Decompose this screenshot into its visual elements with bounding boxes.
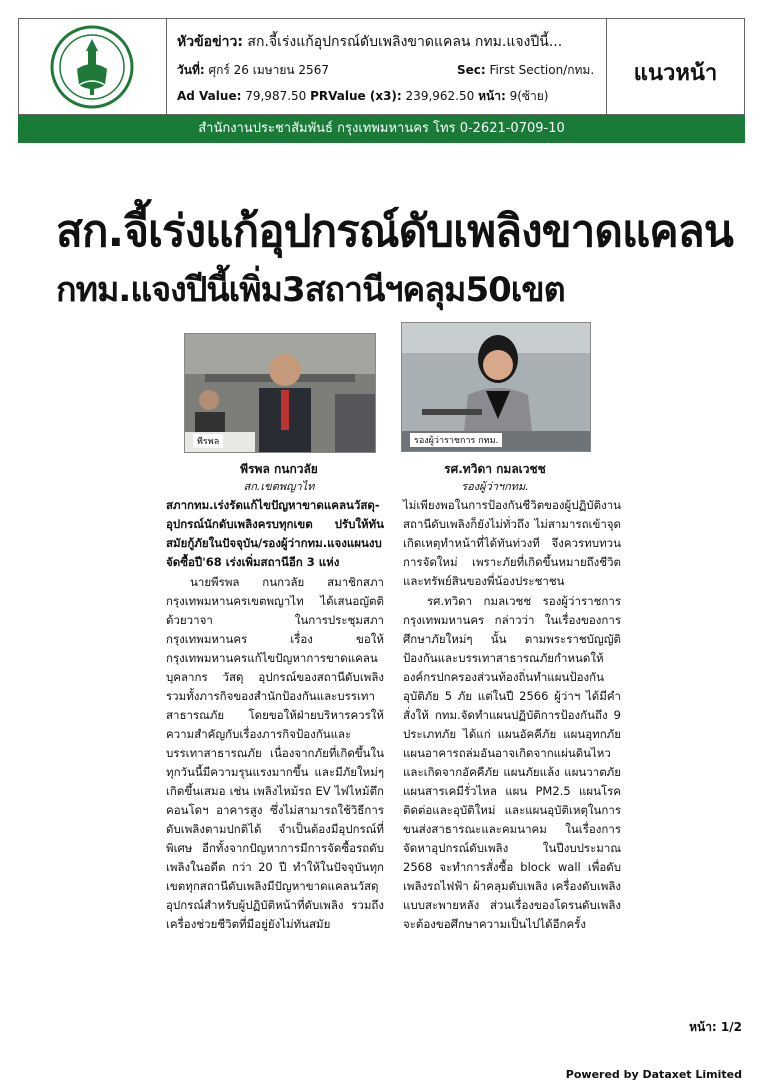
article-column-1 [166, 496, 384, 935]
caption-2-role: รองผู้ว่าฯกทม. [461, 480, 529, 493]
contact-bar: สำนักงานประชาสัมพันธ์ กรุงเทพมหานคร โทร 0-2621-0709-10 [18, 115, 745, 143]
clipping-header [18, 18, 745, 115]
section-row [457, 61, 594, 80]
photo-speaker-2 [401, 322, 591, 452]
article-column-2 [403, 496, 621, 935]
date-row [177, 61, 329, 80]
logo-cell [19, 19, 167, 114]
pr-value-label: PRValue (x3): [310, 89, 402, 103]
caption-1-role: สก.เขตพญาไท [243, 480, 315, 493]
page-label: หน้า: [478, 89, 506, 103]
headline-text: สก.จี้เร่งแก้อุปกรณ์ดับเพลิงขาดแคลน กทม.แจงปีนี้... [247, 34, 563, 50]
article-body-2a: ไม่เพียงพอในการป้องกันชีวิตของผู้ปฏิบัติงาน สถานีดับเพลิงก็ยังไม่ทั่วถึง ไม่สามารถเข้าจุดเกิดเหตุทำหน้าที่ได้ทันท่วงที จึงควรทบทวนการจัดใหม่ เพราะภัยที่เกิดขึ้นหมายถึงชีวิตและทรัพย์สินของพี่น้องประชาชน [403, 498, 622, 588]
ad-value: 79,987.50 [245, 89, 307, 103]
footer-credit: Powered by Dataxet Limited [565, 1068, 742, 1081]
photo-1-label: พีรพล [193, 434, 223, 448]
headline-row [177, 31, 562, 53]
date-value: ศุกร์ 26 เมษายน 2567 [208, 63, 329, 77]
publication-name: แนวหน้า [633, 61, 718, 86]
page-number: หน้า: 1/2 [689, 1020, 742, 1034]
page-value: 9(ซ้าย) [509, 89, 549, 103]
article-body-1: นายพีรพล กนกวลัย สมาชิกสภากรุงเทพมหานครเขตพญาไท ได้เสนอญัตติด้วยวาจา ในการประชุมสภากรุงเทพมหานคร เรื่อง ขอให้กรุงเทพมหานครแก้ไขปัญหาการขาดแคลนบุคลากร วัสดุ อุปกรณ์ของสถานีดับเพลิง รวมทั้งภารกิจของสำนักป้องกันและบรรเทาสาธารณภัย โดยขอให้ฝ่ายบริหารควรให้ความสำคัญกับเรื่องภารกิจป้องกันและบรรเทาสาธารณภัย เนื่องจากภัยที่เกิดขึ้นในทุกวันนี้มีความรุนแรงมากขึ้น และมีภัยใหม่ๆ เกิดขึ้นเสมอ เช่น เพลิงไหม้รถ EV ไฟไหม้ตึก คอนโดฯ อาคารสูง ซึ่งไม่สามารถใช้วิธีการดับเพลิงตามปกติได้ จำเป็นต้องมีอุปกรณ์ที่พิเศษ อีกทั้งจากปัญหาการมีการจัดซื้อรถดับเพลิงในอดีต กว่า 20 ปี ทำให้ในปัจจุบันทุกเขตทุกสถานีดับเพลิงมีปัญหาขาดแคลนวัสดุอุปกรณ์สำหรับผู้ปฏิบัติหน้าที่ดับเพลิง รวมถึงเครื่องช่วยชีวิตที่มีอยู่ยังไม่ทันสมัย [166, 575, 384, 931]
value-row [177, 87, 549, 106]
ad-value-label: Ad Value: [177, 89, 242, 103]
photo-2-image [402, 323, 590, 451]
article-title-line1: สก.จี้เร่งแก้อุปกรณ์ดับเพลิงขาดแคลน [56, 206, 733, 257]
publication-cell [607, 19, 744, 114]
caption-1-name: พีรพล กนกวลัย [240, 462, 318, 476]
headline-label: หัวข้อข่าว: [177, 34, 243, 50]
photo-speaker-1 [184, 333, 376, 453]
article-body-2b: รศ.ทวิดา กมลเวชช รองผู้ว่าราชการกรุงเทพมหานคร กล่าวว่า ในเรื่องของการศึกษาภัยใหม่ๆ นั้น ตามพระราชบัญญัติป้องกันและบรรเทาสาธารณภัยกำหนดให้องค์กรปกครองส่วนท้องถิ่นทำแผนป้องกันอุบัติภัย 5 ภัย แต่ในปี 2566 ผู้ว่าฯ ได้มีคำสั่งให้ กทม.จัดทำแผนปฏิบัติการป้องกันถึง 9 ประเภทภัย ได้แก่ แผนอัคคีภัย แผนอุทกภัย แผนอาคารถล่มอันอาจเกิดจากแผ่นดินไหวและเกิดจากอัคคีภัย แผนภัยแล้ง แผนวาตภัย แผนสารเคมีรั่วไหล แผน PM2.5 แผนโรคติดต่อและอุบัติใหม่ และแผนอุบัติเหตุในการขนส่งสาธารณะและคมนาคม ในเรื่องการจัดหาอุปกรณ์ดับเพลิง ในปีงบประมาณ 2568 จะทำการสั่งซื้อ block wall เพื่อดับเพลิงรถไฟฟ้า ผ้าคลุมดับเพลิง เครื่องดับเพลิงแบบสะพายหลัง ส่วนเรื่องของโดรนดับเพลิงจะต้องขอศึกษาความเป็นไปได้อีกครั้ง [403, 594, 621, 931]
caption-2-name: รศ.ทวิดา กมลเวชช [444, 462, 546, 476]
pr-value: 239,962.50 [405, 89, 475, 103]
article-lead: สภากทม.เร่งรัดแก้ไขปัญหาขาดแคลนวัสดุ-อุปกรณ์นักดับเพลิงครบทุกเขต ปรับให้ทันสมัยกู้ภัยในปัจจุบัน/รองผู้ว่ากทม.แจงแผนงบจัดซื้อปี'68 เร่งเพิ่มสถานีอีก 3 แห่ง [166, 498, 384, 569]
date-label: วันที่: [177, 63, 205, 77]
metadata-cell [167, 19, 607, 114]
bangkok-seal-logo [49, 25, 135, 109]
article-title-line2: กทม.แจงปีนี้เพิ่ม3สถานีฯคลุม50เขต [56, 270, 565, 310]
photo-2-label: รองผู้ว่าราชการ กทม. [410, 433, 502, 447]
sec-label: Sec: [457, 63, 486, 77]
sec-value: First Section/กทม. [489, 63, 595, 77]
